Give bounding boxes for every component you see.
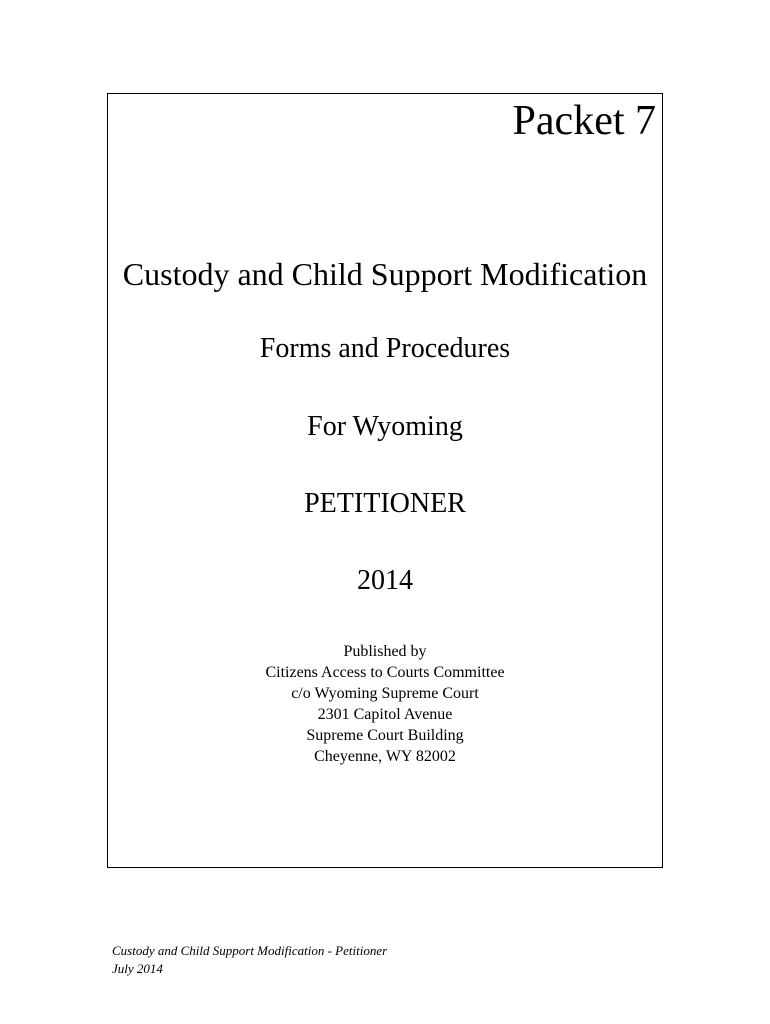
document-subtitle-forms: Forms and Procedures [259,333,511,364]
cover-frame [107,93,663,868]
page-footer [112,942,387,978]
footer-date: July 2014 [112,961,163,976]
publisher-line: Cheyenne, WY 82002 [314,748,456,765]
document-subtitle-state: For Wyoming [307,411,463,442]
publisher-line: c/o Wyoming Supreme Court [291,685,479,702]
publisher-line: Supreme Court Building [306,727,464,744]
publisher-line: 2301 Capitol Avenue [317,706,453,723]
publisher-line: Citizens Access to Courts Committee [265,664,505,681]
footer-title: Custody and Child Support Modification - Petitioner [112,943,388,958]
packet-label: Packet 7 [512,98,656,144]
document-year: 2014 [357,565,413,596]
document-role: PETITIONER [304,488,466,519]
publisher-block [108,641,662,767]
publisher-line: Published by [343,643,427,660]
document-title: Custody and Child Support Modification [122,256,648,292]
